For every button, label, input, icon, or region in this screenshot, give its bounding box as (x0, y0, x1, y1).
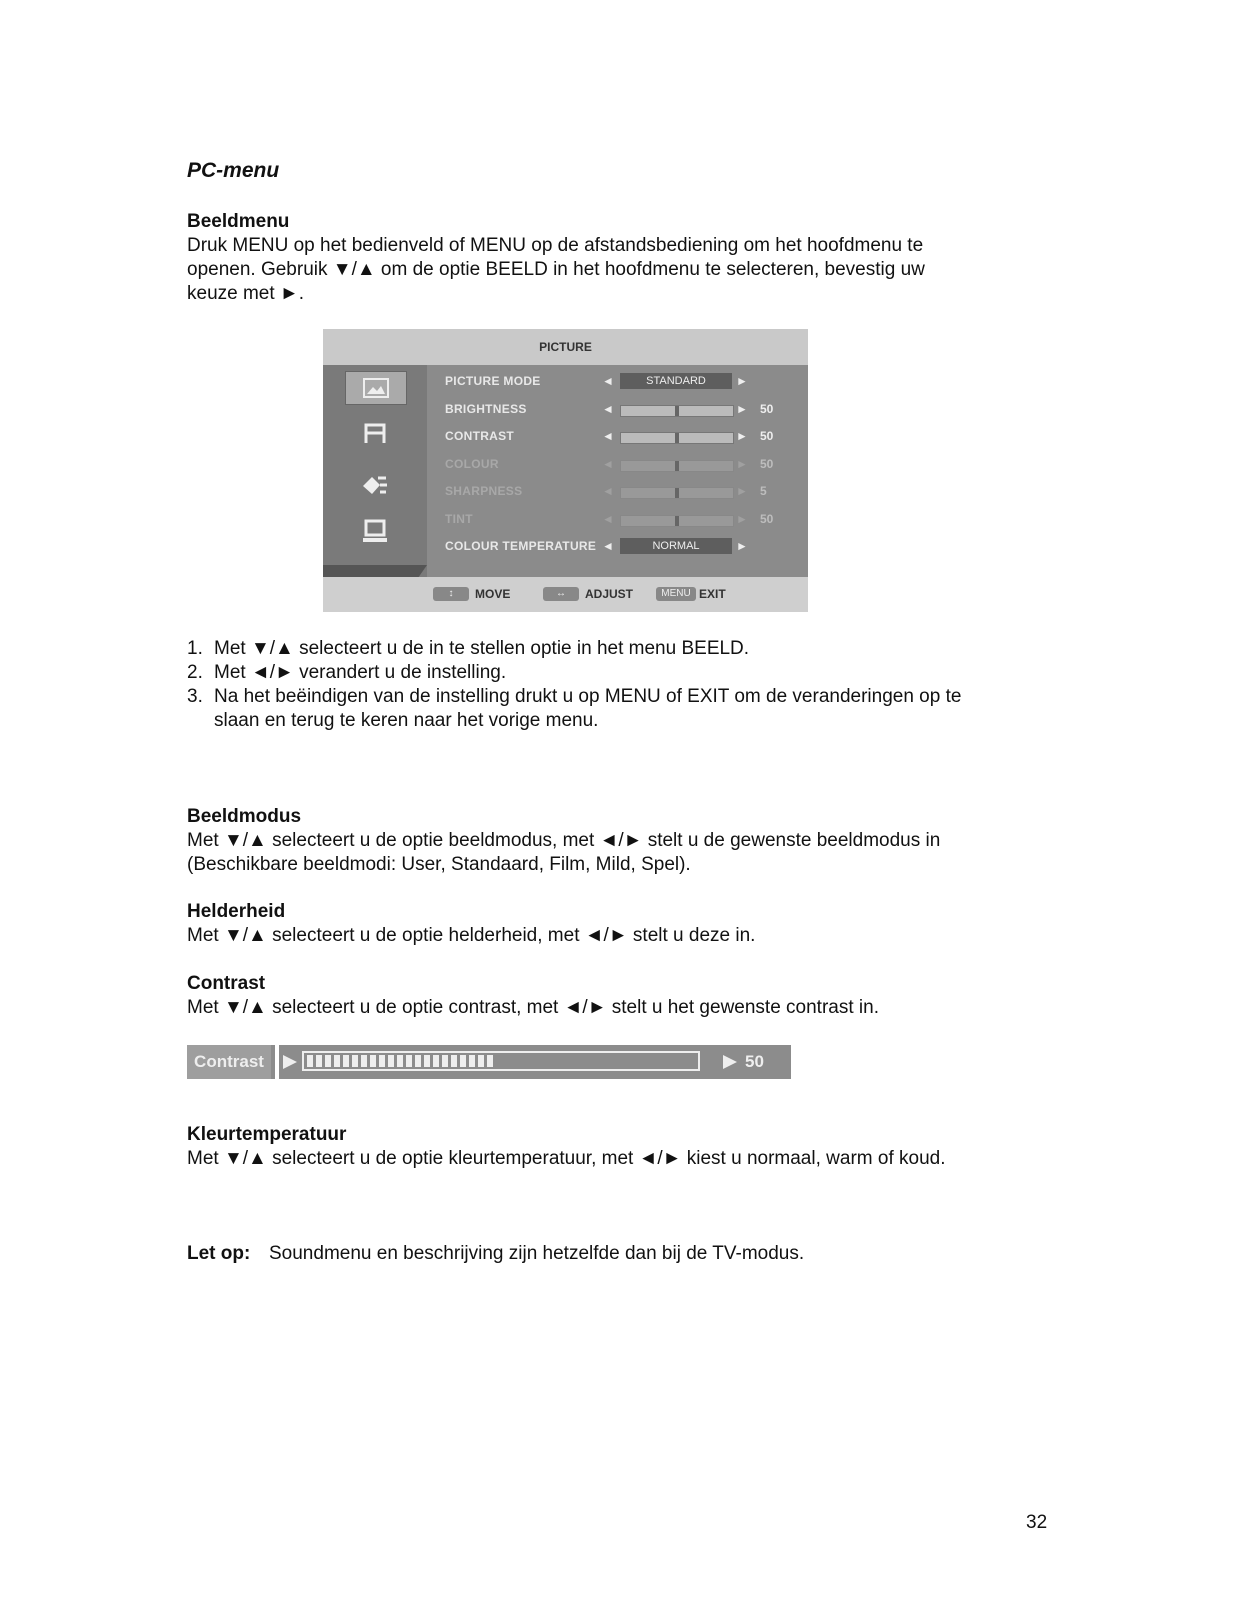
step-number: 3. (187, 686, 203, 707)
contrast-segment (388, 1055, 394, 1067)
right-arrow-icon[interactable]: ► (736, 484, 748, 498)
slider-knob[interactable] (675, 433, 679, 443)
page-number: 32 (1026, 1512, 1048, 1533)
right-arrow-icon (723, 1055, 737, 1069)
paragraph-line: openen. Gebruik ▼/▲ om de optie BEELD in het hoofdmenu te selecteren, bevestig uw (187, 259, 925, 280)
osd-option-value: STANDARD (620, 373, 732, 389)
right-arrow-icon[interactable]: ► (736, 511, 748, 526)
contrast-segment (325, 1055, 331, 1067)
contrast-segment (433, 1055, 439, 1067)
contrast-segment (352, 1055, 358, 1067)
contrast-segment (307, 1055, 313, 1067)
right-arrow-icon[interactable]: ► (736, 429, 748, 443)
contrast-segment (451, 1055, 457, 1067)
menu-key-icon: MENU (656, 587, 696, 601)
osd-option-value: NORMAL (620, 538, 732, 554)
osd-row[interactable] (427, 454, 808, 476)
paragraph-line: keuze met ►. (187, 283, 305, 304)
osd-slider[interactable] (620, 432, 734, 444)
pc-icon (345, 515, 405, 547)
section-heading-kleurtemperatuur: Kleurtemperatuur (187, 1124, 347, 1145)
osd-row[interactable] (427, 426, 808, 448)
step-number: 1. (187, 638, 203, 659)
step-text: slaan en terug te keren naar het vorige menu. (214, 710, 599, 731)
osd-row-label: TINT (445, 511, 473, 526)
osd-slider-value: 50 (760, 401, 774, 416)
osd-slider[interactable] (620, 460, 734, 472)
paragraph-line: Met ▼/▲ selecteert u de optie contrast, met ◄/► stelt u het gewenste contrast in. (187, 997, 879, 1018)
left-arrow-icon[interactable]: ◄ (602, 511, 614, 526)
contrast-segment (487, 1055, 493, 1067)
contrast-segment (415, 1055, 421, 1067)
note-label: Let op: (187, 1243, 251, 1264)
paragraph-line: Met ▼/▲ selecteert u de optie helderheid, met ◄/► stelt u deze in. (187, 925, 756, 946)
paragraph-line: (Beschikbare beeldmodi: User, Standaard, Film, Mild, Spel). (187, 854, 691, 875)
contrast-segment (406, 1055, 412, 1067)
section-heading-contrast: Contrast (187, 973, 266, 994)
paragraph-line: Met ▼/▲ selecteert u de optie beeldmodus, met ◄/► stelt u de gewenste beeldmodus in (187, 830, 941, 851)
left-arrow-icon[interactable]: ◄ (602, 429, 614, 443)
osd-picture-menu (323, 329, 808, 612)
osd-header: PICTURE (323, 329, 808, 365)
right-arrow-icon[interactable]: ► (736, 374, 748, 388)
slider-knob[interactable] (675, 406, 679, 416)
osd-row-label: CONTRAST (445, 429, 515, 443)
osd-row-label: BRIGHTNESS (445, 401, 527, 416)
osd-sidebar (323, 365, 427, 577)
section-heading-beeldmenu: Beeldmenu (187, 211, 290, 232)
footer-adjust: ADJUST (585, 587, 634, 601)
osd-slider[interactable] (620, 487, 734, 499)
contrast-track (302, 1051, 700, 1071)
sound-icon (345, 417, 405, 449)
section-heading-helderheid: Helderheid (187, 901, 286, 922)
osd-row-label: COLOUR (445, 456, 499, 471)
left-arrow-icon (283, 1055, 297, 1069)
section-heading-beeldmodus: Beeldmodus (187, 806, 302, 827)
step-number: 2. (187, 662, 203, 683)
right-arrow-icon[interactable]: ► (736, 539, 748, 553)
contrast-segment (478, 1055, 484, 1067)
osd-row[interactable] (427, 481, 808, 503)
left-arrow-icon[interactable]: ◄ (602, 401, 614, 416)
osd-row-label: PICTURE MODE (445, 374, 541, 388)
osd-settings-panel (427, 365, 808, 577)
osd-row[interactable] (427, 509, 808, 531)
osd-slider-value: 5 (760, 484, 767, 498)
contrast-segment (397, 1055, 403, 1067)
step-text: Met ▼/▲ selecteert u de in te stellen optie in het menu BEELD. (214, 638, 750, 659)
note-text: Soundmenu en beschrijving zijn hetzelfde dan bij de TV-modus. (269, 1243, 805, 1264)
contrast-segment (334, 1055, 340, 1067)
contrast-bar-label: Contrast (187, 1045, 271, 1079)
contrast-value: 50 (745, 1052, 764, 1071)
contrast-segment (316, 1055, 322, 1067)
step-text: Met ◄/► verandert u de instelling. (214, 662, 507, 683)
page-title: PC-menu (187, 159, 280, 182)
contrast-segment (361, 1055, 367, 1067)
osd-row[interactable] (427, 399, 808, 421)
footer-move: MOVE (475, 587, 511, 601)
osd-slider[interactable] (620, 515, 734, 527)
osd-slider[interactable] (620, 405, 734, 417)
osd-slider-value: 50 (760, 456, 774, 471)
divider (275, 1045, 279, 1079)
osd-row-label: SHARPNESS (445, 484, 523, 498)
move-key-icon: ↕ (433, 587, 469, 601)
right-arrow-icon[interactable]: ► (736, 456, 748, 471)
osd-row[interactable] (427, 371, 808, 393)
contrast-segment (469, 1055, 475, 1067)
left-arrow-icon[interactable]: ◄ (602, 539, 614, 553)
left-arrow-icon[interactable]: ◄ (602, 456, 614, 471)
contrast-segment (460, 1055, 466, 1067)
contrast-segment (442, 1055, 448, 1067)
slider-knob[interactable] (675, 461, 679, 471)
right-arrow-icon[interactable]: ► (736, 401, 748, 416)
paragraph-line: Met ▼/▲ selecteert u de optie kleurtemperatuur, met ◄/► kiest u normaal, warm of koud. (187, 1148, 946, 1169)
osd-footer (323, 577, 808, 612)
contrast-segment (424, 1055, 430, 1067)
adjust-key-icon: ↔ (543, 587, 579, 601)
left-arrow-icon[interactable]: ◄ (602, 374, 614, 388)
footer-exit: EXIT (699, 587, 726, 601)
osd-row[interactable] (427, 536, 808, 558)
left-arrow-icon[interactable]: ◄ (602, 484, 614, 498)
step-text: Na het beëindigen van de instelling drukt u op MENU of EXIT om de veranderingen op te (214, 686, 962, 707)
contrast-segment (379, 1055, 385, 1067)
contrast-adjust-bar (187, 1045, 791, 1079)
osd-row-label: COLOUR TEMPERATURE (445, 539, 597, 553)
setup-icon (345, 469, 405, 501)
picture-icon (345, 371, 407, 405)
slider-knob[interactable] (675, 488, 679, 498)
contrast-segment (343, 1055, 349, 1067)
contrast-segment (370, 1055, 376, 1067)
paragraph-line: Druk MENU op het bedienveld of MENU op de afstandsbediening om het hoofdmenu te (187, 235, 924, 256)
osd-slider-value: 50 (760, 429, 774, 443)
slider-knob[interactable] (675, 516, 679, 526)
osd-slider-value: 50 (760, 511, 774, 526)
